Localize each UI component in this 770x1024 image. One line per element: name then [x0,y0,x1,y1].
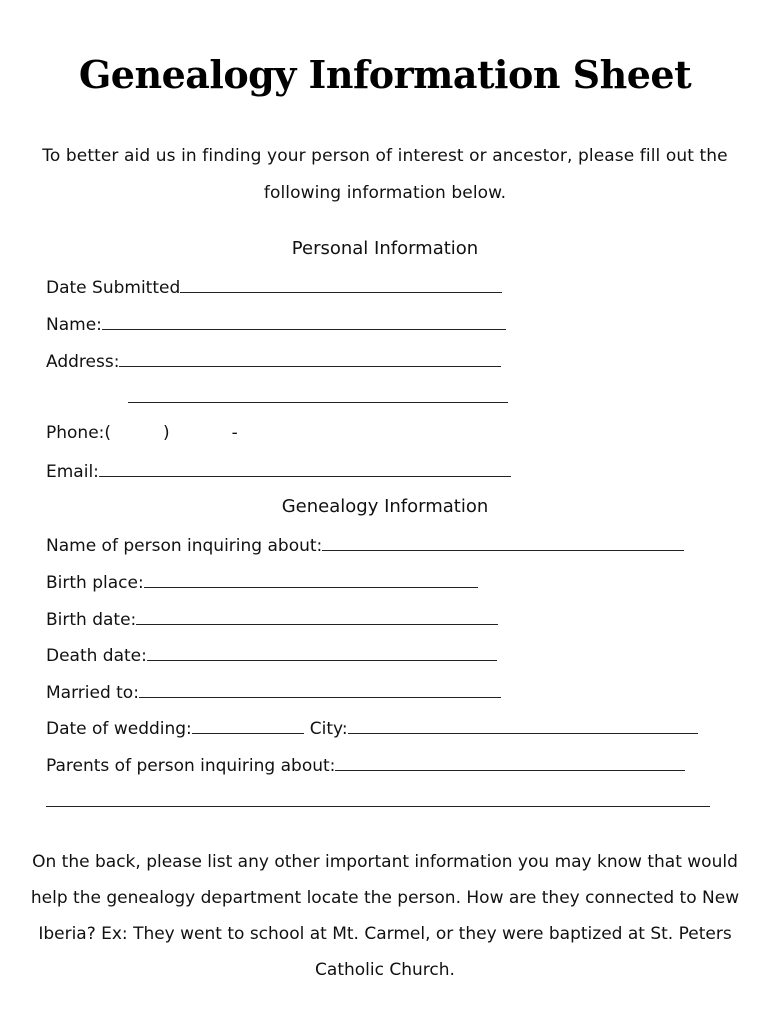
death-date-label: Death date: [46,646,147,666]
birth-date-line[interactable] [136,608,498,625]
city-line[interactable] [348,717,698,734]
phone-label: Phone:( [46,423,112,443]
parents-label: Parents of person inquiring about: [46,756,336,776]
address-field [46,350,501,374]
birth-date-field [46,608,498,632]
birth-place-line[interactable] [144,571,478,588]
parents-field-2 [46,790,710,814]
closing-instructions: On the back, please list any other important information you may know that would help the genealogy department locate the person. How are they connected to New Iberia? Ex: They went to school at Mt. Carmel, or they were baptized at St. Peters Catholic Church. [30,852,740,980]
phone-close-paren: ) [163,423,170,443]
email-field [46,460,511,484]
person-inquiring-line[interactable] [322,534,684,551]
email-line[interactable] [99,460,511,477]
address-field-2 [128,386,508,410]
married-to-line[interactable] [139,681,501,698]
parents-field [46,754,685,778]
phone-field [46,423,238,447]
personal-info-heading: Personal Information [291,238,479,259]
page-title: Genealogy Information Sheet [78,52,692,97]
parents-line-2[interactable] [46,790,710,807]
city-label: City: [309,719,348,739]
parents-line-1[interactable] [335,754,685,771]
married-to-label: Married to: [46,683,139,703]
wedding-date-field [46,717,698,741]
date-submitted-label: Date Submitted [46,278,181,298]
date-submitted-field [46,276,502,300]
date-submitted-line[interactable] [180,276,502,293]
death-date-field [46,644,497,668]
email-label: Email: [46,462,99,482]
genealogy-info-heading: Genealogy Information [281,496,489,517]
birth-place-field [46,571,478,595]
person-inquiring-field [46,534,684,558]
address-label: Address: [46,352,120,372]
name-label: Name: [46,315,102,335]
phone-dash: - [231,423,238,443]
wedding-date-line[interactable] [192,717,304,734]
married-to-field [46,681,501,705]
wedding-date-label: Date of wedding: [46,719,192,739]
name-line[interactable] [102,313,506,330]
death-date-line[interactable] [147,644,497,661]
address-line-2[interactable] [128,386,508,403]
name-field [46,313,506,337]
address-line-1[interactable] [119,350,501,367]
birth-place-label: Birth place: [46,573,144,593]
intro-text: To better aid us in finding your person of interest or ancestor, please fill out the following information below. [42,146,728,203]
birth-date-label: Birth date: [46,610,137,630]
person-inquiring-label: Name of person inquiring about: [46,536,323,556]
